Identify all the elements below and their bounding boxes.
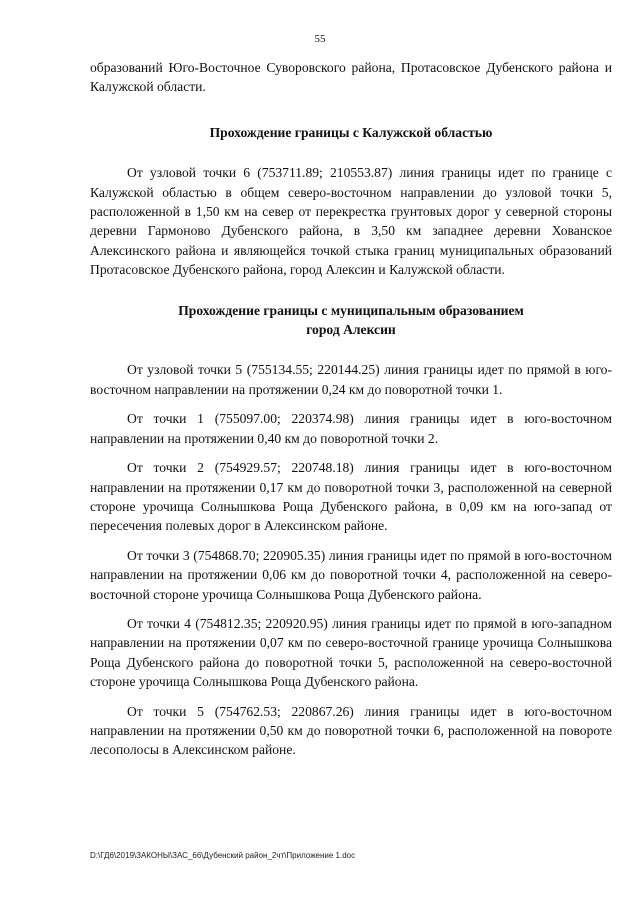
section-heading-aleksin-line1: Прохождение границы с муниципальным образованием xyxy=(178,302,524,318)
page-number: 55 xyxy=(314,33,326,45)
intro-paragraph: образований Юго-Восточное Суворовского района, Протасовское Дубенского района и Калужской области. xyxy=(90,60,612,95)
boundary-paragraph: От точки 1 (755097.00; 220374.98) линия границы идет в юго-восточном направлении на протяжении 0,40 км до поворотной точки 2. xyxy=(90,411,612,446)
boundary-paragraph: От точки 5 (754762.53; 220867.26) линия границы идет в юго-восточном направлении на протяжении 0,50 км до поворотной точки 6, расположенной на повороте лесополосы в Алексинском районе. xyxy=(90,703,612,758)
section-heading-kaluga: Прохождение границы с Калужской областью xyxy=(209,124,493,140)
section-heading-aleksin xyxy=(90,301,612,340)
section-paragraph-kaluga: От узловой точки 6 (753711.89; 210553.87) линия границы идет по границе с Калужской областью в общем северо-восточном направлении до узловой точки 5, расположенной в 1,50 км на север от перекрестка грунтовых дорог у северной стороны деревни Гармоново Дубенского района, в 3,50 км западнее деревни Хованское Алексинского района и являющейся точкой стыка границ муниципальных образований Протасовское Дубенского района, город Алексин и Калужской области. xyxy=(90,165,612,278)
boundary-paragraph: От узловой точки 5 (755134.55; 220144.25) линия границы идет по прямой в юго-восточном направлении на протяжении 0,24 км до поворотной точки 1. xyxy=(90,362,612,397)
file-path-footer: D:\ГД6\2019\ЗАКОНЫ\ЗАС_66\Дубенский район_2чт\Приложение 1.doc xyxy=(90,851,356,860)
document-body xyxy=(90,58,612,760)
boundary-paragraph: От точки 4 (754812.35; 220920.95) линия границы идет по прямой в юго-западном направлении на протяжении 0,07 км по северо-восточной границе урочища Солнышкова Роща Дубенского района до поворотной точки 5, расположенной на северо-восточной стороне урочища Солнышкова Роща Дубенского района. xyxy=(90,615,612,690)
boundary-paragraph: От точки 3 (754868.70; 220905.35) линия границы идет по прямой в юго-восточном направлении на протяжении 0,06 км до поворотной точки 4, расположенной на северо-восточной стороне урочища Солнышкова Роща Дубенского района. xyxy=(90,547,612,602)
section-heading-aleksin-line2: город Алексин xyxy=(306,322,396,338)
boundary-paragraph: От точки 2 (754929.57; 220748.18) линия границы идет в юго-восточном направлении на протяжении 0,17 км до поворотной точки 3, расположенной на северной стороне урочища Солнышкова Роща Дубенского района, в 0,09 км на юго-запад от пересечения полевых дорог в Алексинском районе. xyxy=(90,460,612,534)
